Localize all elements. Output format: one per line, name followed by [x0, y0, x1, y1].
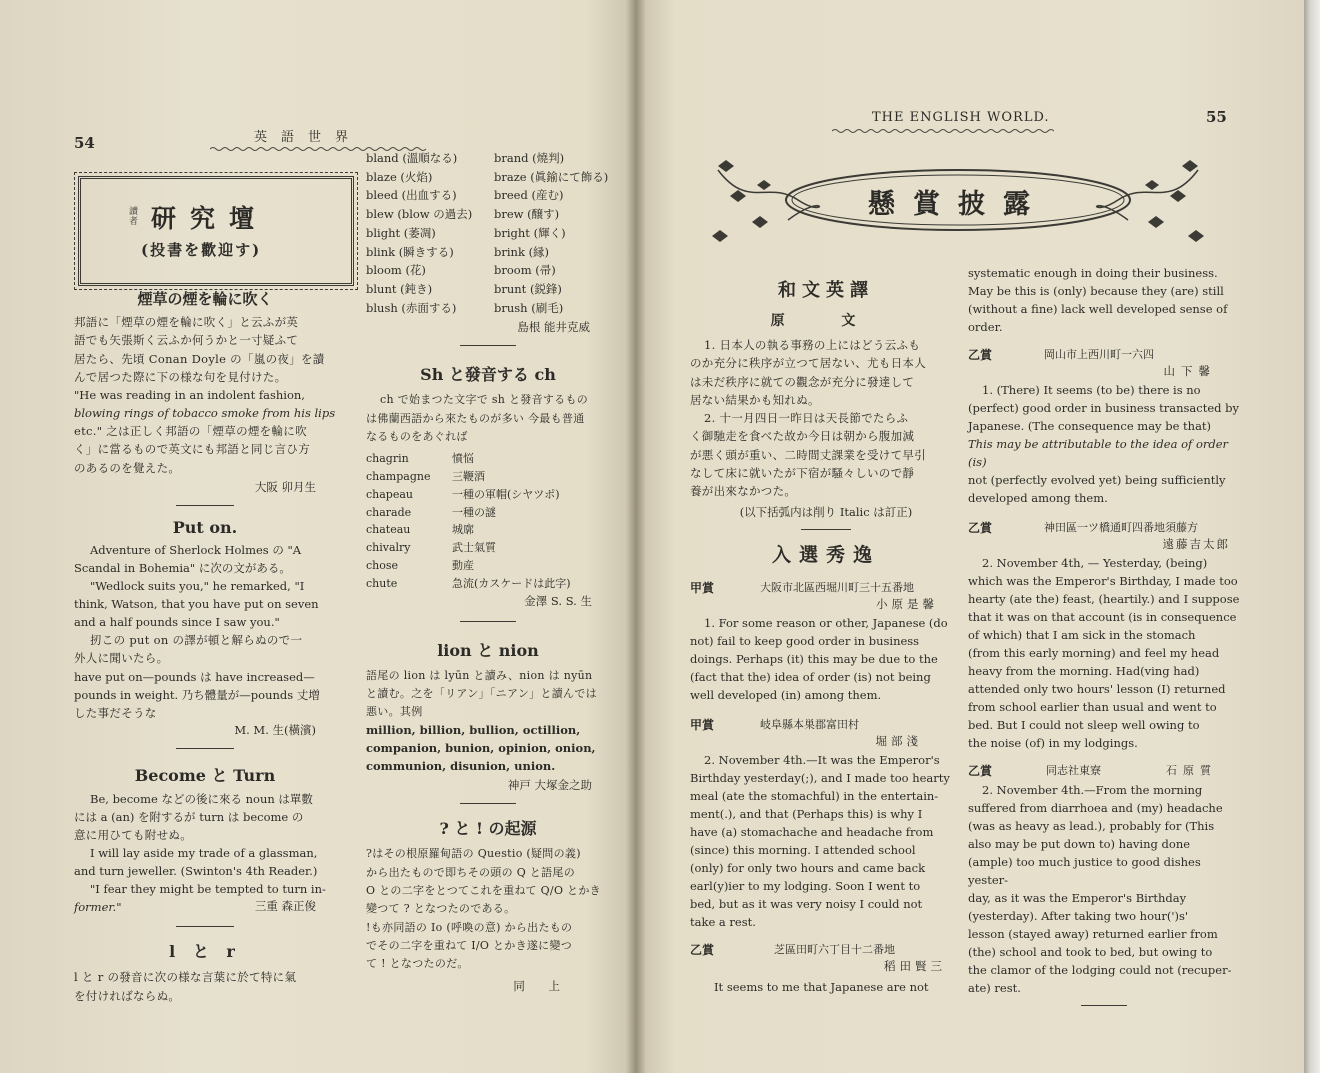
article-body-l-r — [74, 968, 336, 1005]
word-item: chivalry — [366, 541, 411, 555]
word-item: chagrin — [366, 452, 409, 466]
original-label: 原 文 — [770, 313, 882, 329]
entrant-name: 小原是馨 — [876, 596, 938, 611]
text-line: のあるのを覺えた。 — [74, 460, 181, 475]
article-title-smoke: 煙草の煙を輪に吹く — [137, 290, 273, 308]
text-line: なるものをあぐれば — [366, 429, 468, 443]
signature: 同 上 — [513, 978, 570, 993]
text-line: 2. November 4th, — Yesterday, (being) — [982, 556, 1208, 570]
word-item: braze (眞鍮にて飾る) — [494, 169, 609, 184]
signature: 三重 森正俊 — [254, 899, 316, 914]
text-line: and a half pounds since I saw you." — [74, 615, 280, 630]
text-line: には a (an) を附するが turn は become の — [74, 809, 304, 824]
text-line: (the) school and took to bed, but owing to — [968, 945, 1213, 959]
word-item: chose — [366, 559, 399, 572]
text-line: blowing rings of tobacco smoke from his lips — [74, 406, 336, 421]
entrant-name: 稻田賢三 — [884, 958, 946, 973]
text-line: 養が出來なかつた。 — [690, 484, 797, 499]
divider — [1081, 1005, 1127, 1006]
text-line: "I fear they might be tempted to turn in- — [90, 882, 326, 897]
text-line: bed. But I could not sleep well owing to — [968, 718, 1200, 732]
text-line: have (a) stomachache and headache from — [690, 824, 934, 839]
text-line: が悪く頭が重い、二時間丈課業を受けて早引 — [690, 447, 926, 462]
entrant-address: 芝區田町六丁目十二番地 — [774, 942, 895, 956]
editorial-note: (以下括弧内は削り Italic は訂正) — [739, 504, 913, 519]
box-title: 研究壇 — [151, 204, 269, 233]
text-line: Scandal in Bohemia" に次の文がある。 — [74, 561, 291, 576]
right-column-1 — [690, 276, 962, 996]
text-line: した事だそうな — [74, 705, 157, 720]
text-line: companion, bunion, opinion, onion, — [366, 741, 596, 756]
text-line: (from this early morning) and feel my head — [968, 646, 1220, 660]
text-line: 扨この put on の譯が頓と解らぬので一 — [90, 633, 303, 648]
text-line: は佛蘭西語から來たものが多い 今最も普通 — [366, 411, 585, 425]
entrant-address: 岐阜縣本巣郡富田村 — [760, 717, 859, 731]
word-item: brush (刷毛) — [494, 300, 564, 315]
award-label: 甲賞 — [690, 717, 715, 732]
article-body-lion-nion — [366, 667, 610, 776]
text-line: etc." 之は正しく邦語の「煙草の煙を輪に吹 — [74, 424, 307, 439]
text-line: なして床に就いたが下宿が騷々しいので靜 — [690, 466, 915, 481]
word-item: brink (縁) — [494, 244, 550, 259]
word-meaning: 武士氣質 — [452, 541, 496, 555]
text-line: (perfect) good order in business transacted by — [968, 401, 1240, 415]
text-line: (ample) too much justice to good dishes yester- — [968, 855, 1201, 887]
column-title-box — [78, 176, 354, 286]
word-item: blight (萎凋) — [366, 225, 436, 240]
text-line: doings. Perhaps (it) this may be due to the — [690, 651, 938, 666]
signature: 金澤 S. S. 生 — [524, 593, 592, 608]
text-line: think, Watson, that you have put on seven — [74, 597, 319, 612]
text-line: んで居つた際に下の様な句を見付けた。 — [74, 369, 287, 384]
text-line: 1. 日本人の執る事務の上にはどう云ふも — [704, 338, 921, 352]
text-line: 2. 十一月四日一昨日は天長節でたらふ — [704, 411, 909, 426]
box-subtitle: (投書を歡迎す) — [141, 241, 262, 259]
article-title-sh-ch: Sh と發音する ch — [420, 365, 556, 385]
divider — [176, 505, 234, 506]
word-pair-list — [366, 150, 610, 317]
text-line: day, as it was the Emperor's Birthday — [968, 891, 1187, 905]
article-body-sh-ch — [366, 391, 610, 446]
text-line: which was the Emperor's Birthday, I made too — [968, 574, 1238, 588]
article-body-smoke — [74, 313, 336, 477]
text-line: suffered from diarrhoea and (my) headache — [968, 801, 1223, 815]
entrant-name: 山下馨 — [1163, 364, 1216, 378]
word-item: chapeau — [366, 487, 413, 501]
header-ornament — [832, 128, 1054, 134]
left-column-1 — [74, 288, 336, 1005]
ch-word-list — [366, 450, 610, 592]
divider — [801, 529, 851, 530]
article-title-punctuation-origin: ? と ! の起源 — [439, 819, 537, 839]
word-item: blunt (鈍き) — [366, 281, 433, 296]
divider — [176, 926, 234, 927]
text-line: hearty (ate the) feast, (heartily.) and I suppose — [968, 592, 1240, 606]
text-line: 外人に聞いたら。 — [74, 651, 169, 666]
entrant-address: 同志社東寮 — [1046, 764, 1101, 777]
text-line: 1. (There) It seems (to be) there is no — [982, 383, 1201, 397]
text-line: を付ければならぬ。 — [74, 988, 181, 1003]
page-edge — [1304, 0, 1320, 1073]
signature: 神戸 大塚金之助 — [507, 778, 592, 793]
text-line: also may be put down to) having done — [968, 837, 1191, 851]
text-line: ate) rest. — [968, 981, 1021, 995]
text-line: that it was on that account (is in consequence — [968, 610, 1237, 624]
text-line: (was as heavy as lead.), probably for (This — [968, 819, 1215, 833]
word-item: champagne — [366, 470, 431, 484]
page-number: 55 — [1206, 108, 1227, 126]
word-meaning: 城廓 — [452, 523, 474, 537]
text-line: from school earlier than usual and went to — [968, 700, 1217, 714]
award-label: 甲賞 — [690, 580, 715, 595]
text-line: million, billion, bullion, octillion, — [366, 723, 581, 738]
text-line: the clamor of the lodging could not (recuper- — [968, 963, 1232, 977]
text-line: て ! となつたのだ。 — [366, 957, 469, 971]
text-line: のか充分に秩序が立つて居ない、尤も日本人 — [690, 356, 926, 371]
text-line: This may be attributable to the idea of order (is) — [968, 437, 1229, 469]
winners-title: 入選秀逸 — [771, 543, 880, 566]
running-header: THE ENGLISH WORLD. — [872, 110, 1050, 125]
text-line: heavy from the morning. Had(ving had) — [968, 664, 1200, 678]
text-line: (yesterday). After taking two hour(')s' — [968, 909, 1189, 923]
text-line: Be, become などの後に來る noun は單數 — [90, 791, 313, 806]
divider — [176, 748, 234, 749]
text-line: Adventure of Sherlock Holmes の "A — [90, 543, 302, 558]
text-line: have put on—pounds は have increased— — [74, 669, 315, 684]
text-line: 語でも矢張斯く云ふか何うかと一寸疑ふて — [74, 333, 299, 348]
article-body-put-on — [74, 541, 336, 722]
award-label: 乙賞 — [690, 942, 715, 957]
word-item: brand (燒判) — [494, 151, 565, 165]
entry-5 — [968, 519, 1240, 752]
text-line: (only) for only two hours and came back — [690, 860, 926, 875]
original-text — [690, 336, 962, 501]
entrant-name: 遠藤吉太郎 — [1162, 537, 1230, 551]
text-line: 居ない結果かも知れぬ。 — [690, 392, 820, 407]
text-line: developed among them. — [968, 491, 1108, 505]
signature: 島根 能井克威 — [517, 320, 590, 335]
text-line: !も亦同語の Io (呼喚の意) から出たもの — [366, 920, 573, 934]
text-line: 邦語に「煙草の煙を輪に吹く」と云ふが英 — [74, 315, 299, 329]
text-line: (fact that the) idea of order (is) not being — [690, 669, 931, 684]
text-line: and turn jeweller. (Swinton's 4th Reader.) — [74, 864, 318, 879]
text-line: 意に用ひても附せぬ。 — [74, 827, 192, 842]
article-body-punctuation-origin — [366, 845, 610, 973]
text-line: ch で始まつた文字で sh と發音するもの — [380, 393, 589, 407]
text-line: not) fail to keep good order in business — [690, 633, 920, 648]
word-item: charade — [366, 505, 412, 519]
text-line: (without a fine) lack well developed sense of — [968, 302, 1228, 316]
text-line: 2. November 4th.—From the morning — [982, 783, 1203, 797]
word-meaning: 三鞭酒 — [452, 470, 485, 484]
entrant-name: 堀部淺 — [875, 733, 922, 748]
article-title-become-turn: Become と Turn — [134, 765, 276, 785]
text-line: 語尾の lion は lyūn と讀み、nion は nyūn — [366, 668, 593, 682]
article-title-l-r: l と r — [169, 942, 241, 962]
text-line: pounds in weight. 乃ち體量が—pounds 丈増 — [74, 687, 320, 702]
text-line: systematic enough in doing their business. — [968, 266, 1218, 280]
entrant-address: 神田區一ツ橋通町四番地須藤方 — [1044, 521, 1198, 534]
entry-3 — [690, 941, 962, 996]
text-line: 悪い。其例 — [366, 705, 423, 719]
word-item: chute — [366, 576, 398, 590]
word-item: breed (産む) — [494, 188, 564, 203]
banner-title: 懸賞披露 — [868, 189, 1048, 220]
word-item: brew (醸す) — [494, 207, 560, 222]
text-line: former." — [74, 900, 122, 915]
text-line: く」に當るもので英文にも邦語と同じ言ひ方 — [74, 442, 310, 457]
text-line: は未だ秩序に就ての觀念が充分に發達して — [690, 374, 915, 389]
right-page — [636, 0, 1304, 1073]
text-line: ment(.), and that (Perhaps this) is why I — [690, 806, 923, 821]
signature: 大阪 卯月生 — [254, 480, 316, 495]
page-number: 54 — [74, 134, 95, 152]
text-line: earl(y)ier to my lodging. Soon I went to — [690, 878, 921, 893]
text-line: lesson (stayed away) returned earlier from — [968, 927, 1218, 941]
text-line: から出たもので即ちその頭の Q と語尾の — [366, 865, 576, 879]
entry-6 — [968, 762, 1240, 997]
text-line: く御馳走を食べた故か今日は朝から腹加減 — [690, 429, 915, 444]
divider — [460, 345, 516, 346]
text-line: not (perfectly evolved yet) being sufficiently — [968, 473, 1226, 487]
word-item: blink (瞬きする) — [366, 244, 454, 259]
word-item: bleed (出血する) — [366, 188, 457, 203]
article-title-lion-nion: lion と nion — [437, 640, 539, 660]
word-item: blaze (火焰) — [366, 169, 433, 184]
text-line: Japanese. (The consequence may be that) — [968, 419, 1212, 433]
award-label: 乙賞 — [968, 521, 993, 535]
text-line: (since) this morning. I attended school — [690, 842, 916, 857]
text-line: と讀む。之を「リアン」「ニアン」と讀んでは — [366, 686, 597, 700]
signature: M. M. 生(橫濱) — [234, 722, 316, 737]
text-line: "Wedlock suits you," he remarked, "I — [90, 579, 305, 594]
left-page — [0, 0, 636, 1073]
right-column-2 — [968, 264, 1240, 1006]
word-meaning: 動産 — [452, 559, 474, 572]
word-item: bland (溫順なる) — [366, 151, 458, 165]
box-kicker: 讀者 — [129, 207, 139, 227]
word-item: brunt (鋭鋒) — [494, 281, 562, 296]
word-item: bloom (花) — [366, 263, 426, 278]
word-meaning: 急流(カスケードは此字) — [452, 576, 571, 590]
entrant-address: 岡山市上西川町一六四 — [1044, 348, 1154, 361]
word-item: chateau — [366, 523, 411, 537]
word-meaning: 憤悩 — [452, 452, 474, 466]
text-line: It seems to me that Japanese are not — [714, 979, 929, 994]
entry-4 — [968, 346, 1240, 507]
award-label: 乙賞 — [968, 764, 993, 778]
prize-banner — [708, 150, 1208, 250]
divider — [460, 621, 516, 622]
entrant-address: 大阪市北區西堀川町三十五番地 — [760, 580, 914, 594]
book-gutter — [626, 0, 646, 1073]
text-line: attended only two hours' lesson (I) returned — [968, 682, 1226, 696]
word-meaning: 一種の謎 — [452, 505, 496, 519]
text-line: l と r の發音に次の様な言葉に於て特に氣 — [74, 970, 297, 985]
text-line: 2. November 4th.—It was the Emperor's — [704, 752, 940, 767]
entry-2 — [690, 716, 962, 931]
divider — [460, 803, 516, 804]
text-line: meal (ate the stomachful) in the entertain- — [690, 788, 939, 803]
text-line: でその二字を重ねて I/O とかき遂に變つ — [366, 938, 573, 952]
award-label: 乙賞 — [968, 348, 993, 362]
running-header: 英語世界 — [254, 130, 363, 145]
text-line: I will lay aside my trade of a glassman, — [90, 846, 318, 861]
entrant-name: 石原質 — [1166, 764, 1217, 777]
entry-1 — [690, 579, 962, 704]
word-item: broom (帚) — [494, 263, 556, 278]
text-line: communion, disunion, union. — [366, 759, 556, 774]
text-line: take a rest. — [690, 914, 756, 929]
text-line: 1. For some reason or other, Japanese (do — [704, 615, 948, 630]
word-item: blush (赤面する) — [366, 300, 457, 315]
word-item: blew (blow の過去) — [366, 207, 473, 222]
text-line: the noise (of) in my lodgings. — [968, 736, 1138, 750]
word-item: bright (輝く) — [494, 225, 566, 240]
text-line: of which) that I am sick in the stomach — [968, 628, 1196, 642]
section-title: 和文英譯 — [778, 280, 874, 301]
text-line: May be this is (only) because they (are) still — [968, 284, 1224, 298]
text-line: order. — [968, 320, 1003, 334]
word-meaning: 一種の軍帽(シヤツポ) — [452, 487, 560, 501]
text-line: 居たら、先頃 Conan Doyle の「嵐の夜」を讀 — [74, 351, 325, 366]
article-title-put-on: Put on. — [172, 518, 238, 538]
text-line: "He was reading in an indolent fashion, — [74, 388, 305, 403]
text-line: ?はその根原羅甸語の Questio (疑問の義) — [366, 847, 581, 861]
text-line: Birthday yesterday(;), and I made too hearty — [690, 770, 950, 785]
text-line: O との二字をとつてこれを重ねて Q/O とかき — [366, 884, 601, 898]
left-column-2 — [366, 150, 610, 994]
text-line: well developed (in) among them. — [690, 687, 882, 702]
text-line: 變つて ? となつたのである。 — [366, 902, 516, 916]
text-line: bed, but as it was very noisy I could not — [690, 896, 923, 911]
